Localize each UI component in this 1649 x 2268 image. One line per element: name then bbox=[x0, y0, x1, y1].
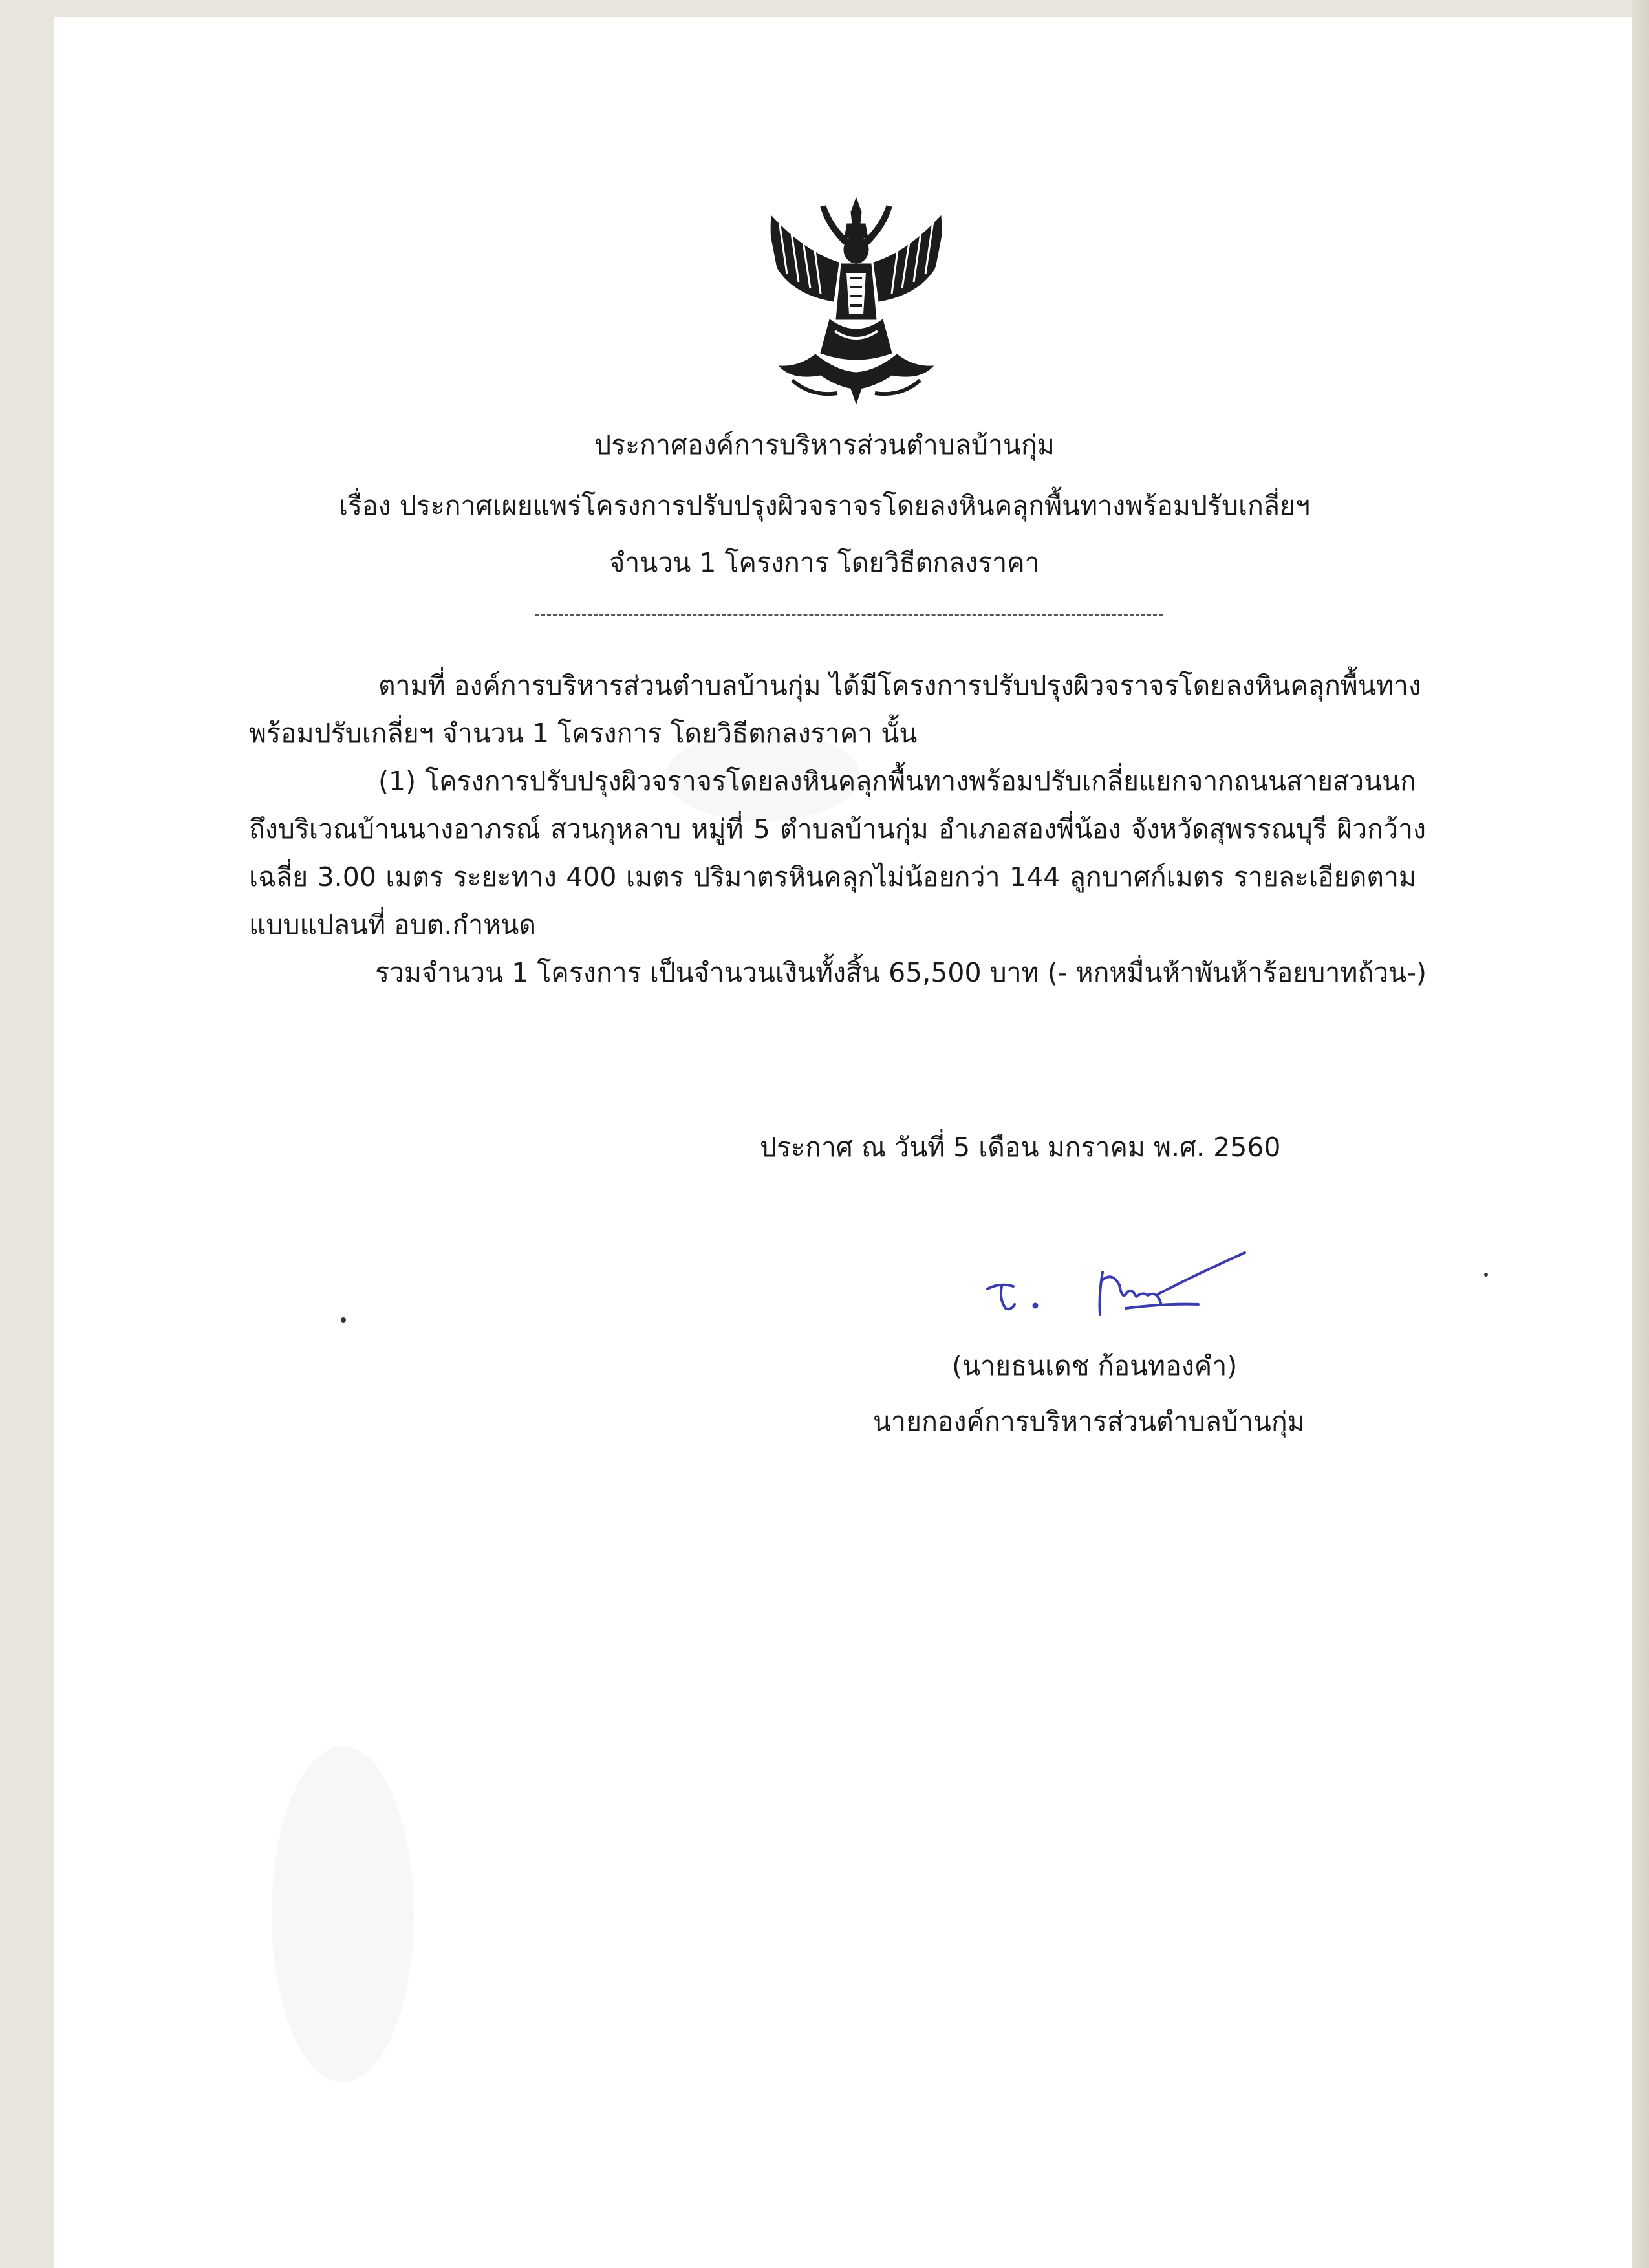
scan-speck bbox=[341, 1317, 346, 1323]
signer-title: นายกองค์การบริหารส่วนตำบลบ้านกุ่ม bbox=[873, 1406, 1305, 1437]
scan-speck bbox=[1484, 1273, 1488, 1277]
signer-name: (นายธนเดช ก้อนทองคำ) bbox=[952, 1350, 1238, 1381]
paragraph-2-line-3: เฉลี่ย 3.00 เมตร ระยะทาง 400 เมตร ปริมาตรหินคลุกไม่น้อยกว่า 144 ลูกบาศก์เมตร รายละเอียดตาม bbox=[249, 861, 1416, 892]
paragraph-1-line-1: ตามที่ องค์การบริหารส่วนตำบลบ้านกุ่ม ได้มีโครงการปรับปรุงผิวจราจรโดยลงหินคลุกพื้นทาง bbox=[378, 670, 1421, 701]
document-project-count: จำนวน 1 โครงการ โดยวิธีตกลงราคา bbox=[609, 547, 1040, 578]
paragraph-2-line-4: แบบแปลนที่ อบต.กำหนด bbox=[249, 909, 536, 940]
scan-edge bbox=[1632, 0, 1649, 2268]
handwritten-signature bbox=[973, 1232, 1251, 1329]
document-agency-title: ประกาศองค์การบริหารส่วนตำบลบ้านกุ่ม bbox=[594, 429, 1055, 460]
scan-smudge bbox=[272, 1746, 414, 2082]
paragraph-3-line-1: รวมจำนวน 1 โครงการ เป็นจำนวนเงินทั้งสิ้น 65,500 บาท (- หกหมื่นห้าพันห้าร้อยบาทถ้วน-) bbox=[375, 957, 1427, 988]
paragraph-2-line-1: (1) โครงการปรับปรุงผิวจราจรโดยลงหินคลุกพื้นทางพร้อมปรับเกลี่ยแยกจากถนนสายสวนนก bbox=[378, 766, 1416, 797]
document-subject: เรื่อง ประกาศเผยแพร่โครงการปรับปรุงผิวจราจรโดยลงหินคลุกพื้นทางพร้อมปรับเกลี่ยฯ bbox=[339, 490, 1310, 521]
paragraph-2-line-2: ถึงบริเวณบ้านนางอาภรณ์ สวนกุหลาบ หมู่ที่ 5 ตำบลบ้านกุ่ม อำเภอสองพี่น้อง จังหวัดสุพรรณบุรี ผิวกว้าง bbox=[249, 814, 1426, 845]
separator-line bbox=[535, 614, 1163, 616]
garuda-emblem-icon bbox=[753, 193, 959, 405]
announcement-date: ประกาศ ณ วันที่ 5 เดือน มกราคม พ.ศ. 2560 bbox=[760, 1132, 1281, 1163]
paragraph-1-line-2: พร้อมปรับเกลี่ยฯ จำนวน 1 โครงการ โดยวิธีตกลงราคา นั้น bbox=[249, 718, 918, 749]
